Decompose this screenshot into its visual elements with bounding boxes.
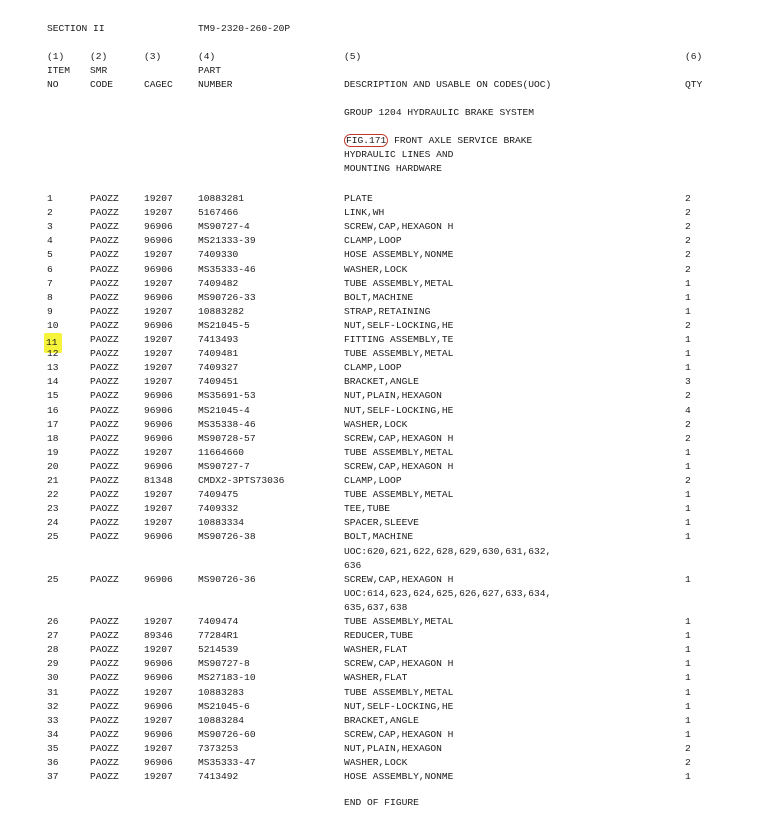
item-number: 37 xyxy=(47,771,59,782)
cagec: 19207 xyxy=(144,503,173,514)
cagec: 19207 xyxy=(144,362,173,373)
item-number: 18 xyxy=(47,433,59,444)
part-number: 7409327 xyxy=(198,362,239,373)
item-number-highlighted: 11 xyxy=(44,333,62,353)
part-number: 7409482 xyxy=(198,278,239,289)
smr-code: PAOZZ xyxy=(90,771,119,782)
description: TUBE ASSEMBLY,METAL xyxy=(344,616,454,627)
description: SCREW,CAP,HEXAGON H xyxy=(344,433,454,444)
item-number: 2 xyxy=(47,207,53,218)
part-number: MS21333-39 xyxy=(198,235,256,246)
item-number: 19 xyxy=(47,447,59,458)
description: SCREW,CAP,HEXAGON H xyxy=(344,574,454,585)
smr-code: PAOZZ xyxy=(90,292,119,303)
table-row xyxy=(0,375,763,389)
col1-label-line2: NO xyxy=(47,79,59,90)
table-row xyxy=(0,742,763,756)
cagec: 96906 xyxy=(144,264,173,275)
part-number: 10883284 xyxy=(198,715,245,726)
cagec: 19207 xyxy=(144,687,173,698)
section-label: SECTION II xyxy=(47,23,105,34)
quantity: 2 xyxy=(685,757,691,768)
uoc-line: 636 xyxy=(344,560,362,571)
col5-label: DESCRIPTION AND USABLE ON CODES(UOC) xyxy=(344,79,552,90)
smr-code: PAOZZ xyxy=(90,701,119,712)
quantity: 1 xyxy=(685,447,691,458)
quantity: 2 xyxy=(685,207,691,218)
description: BOLT,MACHINE xyxy=(344,292,414,303)
quantity: 1 xyxy=(685,701,691,712)
cagec: 19207 xyxy=(144,771,173,782)
cagec: 96906 xyxy=(144,701,173,712)
item-number: 26 xyxy=(47,616,59,627)
description: TUBE ASSEMBLY,METAL xyxy=(344,447,454,458)
description: CLAMP,LOOP xyxy=(344,362,402,373)
quantity: 1 xyxy=(685,771,691,782)
item-number: 27 xyxy=(47,630,59,641)
cagec: 96906 xyxy=(144,320,173,331)
cagec: 96906 xyxy=(144,221,173,232)
cagec: 96906 xyxy=(144,405,173,416)
table-row xyxy=(0,643,763,657)
table-row xyxy=(0,347,763,361)
part-number: 10883334 xyxy=(198,517,245,528)
table-row xyxy=(0,248,763,262)
part-number: 7409481 xyxy=(198,348,239,359)
quantity: 1 xyxy=(685,334,691,345)
table-row xyxy=(0,446,763,460)
part-number: MS90726-60 xyxy=(198,729,256,740)
uoc-line: UOC:620,621,622,628,629,630,631,632, xyxy=(344,546,552,557)
part-number: 77284R1 xyxy=(198,630,239,641)
description: REDUCER,TUBE xyxy=(344,630,414,641)
quantity: 2 xyxy=(685,320,691,331)
smr-code: PAOZZ xyxy=(90,320,119,331)
smr-code: PAOZZ xyxy=(90,249,119,260)
description: TEE,TUBE xyxy=(344,503,391,514)
smr-code: PAOZZ xyxy=(90,715,119,726)
table-row xyxy=(0,361,763,375)
quantity: 2 xyxy=(685,264,691,275)
item-number: 23 xyxy=(47,503,59,514)
quantity: 1 xyxy=(685,630,691,641)
quantity: 1 xyxy=(685,644,691,655)
cagec: 19207 xyxy=(144,644,173,655)
item-number: 17 xyxy=(47,419,59,430)
item-number: 9 xyxy=(47,306,53,317)
col6-label: QTY xyxy=(685,79,703,90)
smr-code: PAOZZ xyxy=(90,503,119,514)
item-number: 14 xyxy=(47,376,59,387)
cagec: 19207 xyxy=(144,306,173,317)
smr-code: PAOZZ xyxy=(90,475,119,486)
smr-code: PAOZZ xyxy=(90,658,119,669)
smr-code: PAOZZ xyxy=(90,630,119,641)
part-number: CMDX2-3PTS73036 xyxy=(198,475,285,486)
quantity: 1 xyxy=(685,348,691,359)
quantity: 1 xyxy=(685,306,691,317)
cagec: 96906 xyxy=(144,574,173,585)
description: HOSE ASSEMBLY,NONME xyxy=(344,249,454,260)
smr-code: PAOZZ xyxy=(90,405,119,416)
smr-code: PAOZZ xyxy=(90,221,119,232)
col1-label-line1: ITEM xyxy=(47,65,71,76)
smr-code: PAOZZ xyxy=(90,390,119,401)
item-number: 8 xyxy=(47,292,53,303)
description: PLATE xyxy=(344,193,373,204)
cagec: 96906 xyxy=(144,235,173,246)
col3-label: CAGEC xyxy=(144,79,173,90)
table-row xyxy=(0,714,763,728)
description: NUT,PLAIN,HEXAGON xyxy=(344,390,442,401)
part-number: 10883281 xyxy=(198,193,245,204)
table-row xyxy=(0,220,763,234)
smr-code: PAOZZ xyxy=(90,362,119,373)
item-number: 31 xyxy=(47,687,59,698)
quantity: 1 xyxy=(685,461,691,472)
col4-label-line1: PART xyxy=(198,65,222,76)
description: STRAP,RETAINING xyxy=(344,306,431,317)
smr-code: PAOZZ xyxy=(90,264,119,275)
cagec: 19207 xyxy=(144,447,173,458)
description: LINK,WH xyxy=(344,207,385,218)
quantity: 2 xyxy=(685,221,691,232)
table-row xyxy=(0,418,763,432)
table-row xyxy=(0,516,763,530)
table-row xyxy=(0,686,763,700)
part-number: MS21045-6 xyxy=(198,701,250,712)
quantity: 1 xyxy=(685,503,691,514)
part-number: MS90727-4 xyxy=(198,221,250,232)
cagec: 19207 xyxy=(144,193,173,204)
smr-code: PAOZZ xyxy=(90,348,119,359)
item-number: 29 xyxy=(47,658,59,669)
smr-code: PAOZZ xyxy=(90,235,119,246)
quantity: 1 xyxy=(685,531,691,542)
table-row xyxy=(0,460,763,474)
item-number: 12 xyxy=(47,348,59,359)
part-number: MS90728-57 xyxy=(198,433,256,444)
quantity: 2 xyxy=(685,249,691,260)
table-row xyxy=(0,277,763,291)
col2-number: (2) xyxy=(90,51,108,62)
description: WASHER,LOCK xyxy=(344,757,408,768)
quantity: 1 xyxy=(685,729,691,740)
description: BOLT,MACHINE xyxy=(344,531,414,542)
smr-code: PAOZZ xyxy=(90,489,119,500)
item-number: 24 xyxy=(47,517,59,528)
quantity: 1 xyxy=(685,489,691,500)
table-row xyxy=(0,657,763,671)
quantity: 2 xyxy=(685,235,691,246)
description: SPACER,SLEEVE xyxy=(344,517,419,528)
col4-label-line2: NUMBER xyxy=(198,79,233,90)
cagec: 96906 xyxy=(144,292,173,303)
col2-label-line2: CODE xyxy=(90,79,114,90)
description: SCREW,CAP,HEXAGON H xyxy=(344,461,454,472)
quantity: 2 xyxy=(685,419,691,430)
item-number: 22 xyxy=(47,489,59,500)
figure-link[interactable]: FIG.171 xyxy=(346,135,387,146)
table-row xyxy=(0,192,763,206)
cagec: 96906 xyxy=(144,433,173,444)
smr-code: PAOZZ xyxy=(90,574,119,585)
end-of-figure: END OF FIGURE xyxy=(344,797,419,808)
smr-code: PAOZZ xyxy=(90,334,119,345)
item-number: 15 xyxy=(47,390,59,401)
item-number: 4 xyxy=(47,235,53,246)
description: FITTING ASSEMBLY,TE xyxy=(344,334,454,345)
item-number: 25 xyxy=(47,574,59,585)
part-number: 10883283 xyxy=(198,687,245,698)
quantity: 2 xyxy=(685,390,691,401)
description: TUBE ASSEMBLY,METAL xyxy=(344,278,454,289)
uoc-line: 635,637,638 xyxy=(344,602,408,613)
smr-code: PAOZZ xyxy=(90,376,119,387)
col6-number: (6) xyxy=(685,51,703,62)
table-row xyxy=(0,700,763,714)
item-number: 10 xyxy=(47,320,59,331)
description: CLAMP,LOOP xyxy=(344,235,402,246)
figure-title-line3: MOUNTING HARDWARE xyxy=(344,163,442,174)
item-number: 35 xyxy=(47,743,59,754)
cagec: 19207 xyxy=(144,616,173,627)
part-number: MS90726-36 xyxy=(198,574,256,585)
item-number: 32 xyxy=(47,701,59,712)
part-number: MS90726-38 xyxy=(198,531,256,542)
table-row xyxy=(0,474,763,488)
part-number: MS90727-8 xyxy=(198,658,250,669)
quantity: 2 xyxy=(685,743,691,754)
description: WASHER,FLAT xyxy=(344,644,408,655)
cagec: 19207 xyxy=(144,278,173,289)
cagec: 96906 xyxy=(144,658,173,669)
smr-code: PAOZZ xyxy=(90,447,119,458)
smr-code: PAOZZ xyxy=(90,419,119,430)
item-number: 36 xyxy=(47,757,59,768)
quantity: 1 xyxy=(685,687,691,698)
quantity: 1 xyxy=(685,292,691,303)
part-number: 11664660 xyxy=(198,447,245,458)
smr-code: PAOZZ xyxy=(90,278,119,289)
cagec: 19207 xyxy=(144,207,173,218)
cagec: 81348 xyxy=(144,475,173,486)
part-number: 7413493 xyxy=(198,334,239,345)
cagec: 96906 xyxy=(144,757,173,768)
table-row xyxy=(0,770,763,784)
smr-code: PAOZZ xyxy=(90,207,119,218)
cagec: 19207 xyxy=(144,376,173,387)
description: WASHER,FLAT xyxy=(344,672,408,683)
group-title: GROUP 1204 HYDRAULIC BRAKE SYSTEM xyxy=(344,107,534,118)
smr-code: PAOZZ xyxy=(90,757,119,768)
part-number: MS90726-33 xyxy=(198,292,256,303)
smr-code: PAOZZ xyxy=(90,433,119,444)
table-row xyxy=(0,333,763,347)
col3-number: (3) xyxy=(144,51,162,62)
cagec: 19207 xyxy=(144,249,173,260)
figure-title-text: FRONT AXLE SERVICE BRAKE xyxy=(394,135,533,146)
cagec: 19207 xyxy=(144,715,173,726)
description: SCREW,CAP,HEXAGON H xyxy=(344,221,454,232)
part-number: MS35333-46 xyxy=(198,264,256,275)
smr-code: PAOZZ xyxy=(90,672,119,683)
smr-code: PAOZZ xyxy=(90,531,119,542)
smr-code: PAOZZ xyxy=(90,743,119,754)
part-number: MS90727-7 xyxy=(198,461,250,472)
part-number: MS21045-5 xyxy=(198,320,250,331)
table-row xyxy=(0,615,763,629)
table-row xyxy=(0,206,763,220)
quantity: 1 xyxy=(685,658,691,669)
part-number: 7409451 xyxy=(198,376,239,387)
col4-number: (4) xyxy=(198,51,216,62)
table-row xyxy=(0,728,763,742)
table-row xyxy=(0,319,763,333)
description: HOSE ASSEMBLY,NONME xyxy=(344,771,454,782)
quantity: 4 xyxy=(685,405,691,416)
smr-code: PAOZZ xyxy=(90,306,119,317)
item-number: 25 xyxy=(47,531,59,542)
uoc-line: UOC:614,623,624,625,626,627,633,634, xyxy=(344,588,552,599)
part-number: 5167466 xyxy=(198,207,239,218)
smr-code: PAOZZ xyxy=(90,644,119,655)
description: SCREW,CAP,HEXAGON H xyxy=(344,658,454,669)
smr-code: PAOZZ xyxy=(90,687,119,698)
cagec: 96906 xyxy=(144,672,173,683)
cagec: 19207 xyxy=(144,348,173,359)
part-number: 7409332 xyxy=(198,503,239,514)
part-number: MS21045-4 xyxy=(198,405,250,416)
item-number: 7 xyxy=(47,278,53,289)
quantity: 1 xyxy=(685,574,691,585)
cagec: 96906 xyxy=(144,419,173,430)
col1-number: (1) xyxy=(47,51,65,62)
cagec: 96906 xyxy=(144,729,173,740)
description: WASHER,LOCK xyxy=(344,264,408,275)
item-number: 1 xyxy=(47,193,53,204)
table-row xyxy=(0,234,763,248)
cagec: 19207 xyxy=(144,517,173,528)
part-number: MS35333-47 xyxy=(198,757,256,768)
item-number: 33 xyxy=(47,715,59,726)
description: TUBE ASSEMBLY,METAL xyxy=(344,348,454,359)
item-number: 6 xyxy=(47,264,53,275)
description: NUT,SELF-LOCKING,HE xyxy=(344,701,454,712)
table-row xyxy=(0,404,763,418)
quantity: 3 xyxy=(685,376,691,387)
part-number: MS35338-46 xyxy=(198,419,256,430)
smr-code: PAOZZ xyxy=(90,729,119,740)
table-row xyxy=(0,389,763,403)
quantity: 2 xyxy=(685,475,691,486)
quantity: 1 xyxy=(685,672,691,683)
table-row xyxy=(0,530,763,544)
item-number: 5 xyxy=(47,249,53,260)
smr-code: PAOZZ xyxy=(90,616,119,627)
part-number: MS27183-10 xyxy=(198,672,256,683)
smr-code: PAOZZ xyxy=(90,461,119,472)
description: WASHER,LOCK xyxy=(344,419,408,430)
quantity: 1 xyxy=(685,278,691,289)
cagec: 19207 xyxy=(144,489,173,500)
quantity: 1 xyxy=(685,616,691,627)
description: SCREW,CAP,HEXAGON H xyxy=(344,729,454,740)
description: TUBE ASSEMBLY,METAL xyxy=(344,489,454,500)
item-number: 28 xyxy=(47,644,59,655)
cagec: 96906 xyxy=(144,531,173,542)
quantity: 1 xyxy=(685,362,691,373)
table-row xyxy=(0,756,763,770)
part-number: 7409475 xyxy=(198,489,239,500)
smr-code: PAOZZ xyxy=(90,517,119,528)
table-row xyxy=(0,671,763,685)
item-number: 34 xyxy=(47,729,59,740)
figure-title-line2: HYDRAULIC LINES AND xyxy=(344,149,454,160)
item-number: 16 xyxy=(47,405,59,416)
table-row xyxy=(0,629,763,643)
quantity: 1 xyxy=(685,517,691,528)
part-number: 7413492 xyxy=(198,771,239,782)
part-number: 5214539 xyxy=(198,644,239,655)
description: NUT,SELF-LOCKING,HE xyxy=(344,320,454,331)
description: NUT,PLAIN,HEXAGON xyxy=(344,743,442,754)
table-row xyxy=(0,305,763,319)
quantity: 1 xyxy=(685,715,691,726)
item-number: 30 xyxy=(47,672,59,683)
table-row xyxy=(0,488,763,502)
table-row xyxy=(0,432,763,446)
description: TUBE ASSEMBLY,METAL xyxy=(344,687,454,698)
cagec: 96906 xyxy=(144,461,173,472)
part-number: 7409330 xyxy=(198,249,239,260)
cagec: 19207 xyxy=(144,334,173,345)
part-number: 7409474 xyxy=(198,616,239,627)
item-number: 13 xyxy=(47,362,59,373)
table-row xyxy=(0,263,763,277)
description: BRACKET,ANGLE xyxy=(344,715,419,726)
table-row xyxy=(0,573,763,587)
cagec: 19207 xyxy=(144,743,173,754)
part-number: 7373253 xyxy=(198,743,239,754)
col2-label-line1: SMR xyxy=(90,65,108,76)
quantity: 2 xyxy=(685,193,691,204)
item-number: 20 xyxy=(47,461,59,472)
description: NUT,SELF-LOCKING,HE xyxy=(344,405,454,416)
item-number: 21 xyxy=(47,475,59,486)
table-row xyxy=(0,291,763,305)
part-number: 10883282 xyxy=(198,306,245,317)
cagec: 96906 xyxy=(144,390,173,401)
part-number: MS35691-53 xyxy=(198,390,256,401)
smr-code: PAOZZ xyxy=(90,193,119,204)
quantity: 2 xyxy=(685,433,691,444)
col5-number: (5) xyxy=(344,51,362,62)
cagec: 89346 xyxy=(144,630,173,641)
item-number: 3 xyxy=(47,221,53,232)
table-row xyxy=(0,502,763,516)
description: CLAMP,LOOP xyxy=(344,475,402,486)
description: BRACKET,ANGLE xyxy=(344,376,419,387)
document-number: TM9-2320-260-20P xyxy=(198,23,291,34)
